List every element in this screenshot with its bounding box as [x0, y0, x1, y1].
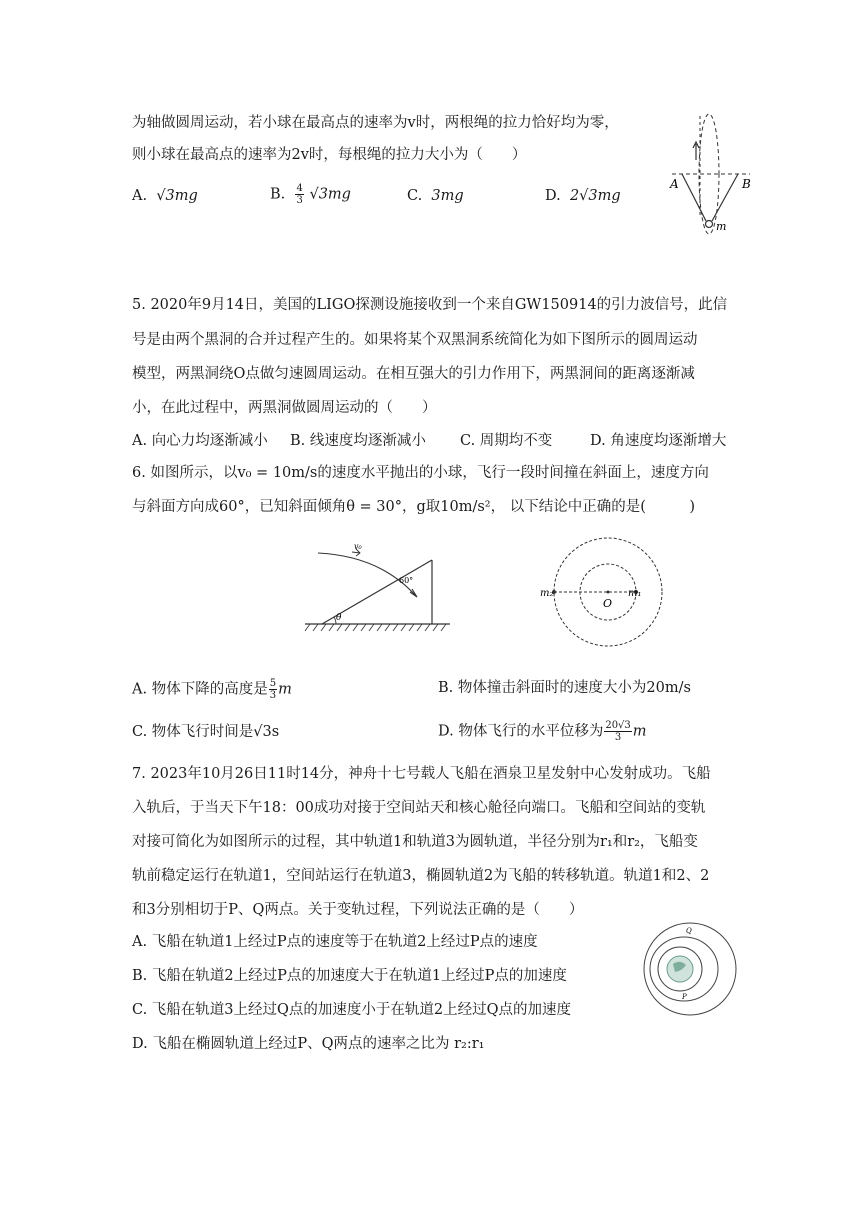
label-m: m: [716, 220, 727, 233]
fraction: $\frac{5}{3}$: [269, 678, 277, 701]
q7-option-b: B. 飞船在轨道2上经过P点的加速度大于在轨道1上经过P点的加速度: [132, 968, 567, 984]
q6-line-1: 6. 如图所示，以v₀ = 10m/s的速度水平抛出的小球，飞行一段时间撞在斜面上，速度方向: [132, 465, 709, 481]
q7-option-a: A. 飞船在轨道1上经过P点的速度等于在轨道2上经过P点的速度: [132, 934, 538, 950]
q5-option-a: A. 向心力均逐渐减小: [132, 433, 268, 449]
arrow-up-icon: [693, 142, 699, 160]
v0-label: v₀: [354, 542, 362, 551]
q5-line-2: 号是由两个黑洞的合并过程产生的。如果将某个双黑洞系统简化为如下图所示的圆周运动: [132, 332, 698, 348]
q4-option-a: A. √3mg: [132, 188, 198, 204]
q6-incline-figure: [300, 540, 455, 635]
fraction: $\frac{20√3}{3}$: [605, 720, 631, 743]
label-a: A: [670, 177, 679, 191]
q-label: Q: [686, 927, 692, 935]
q5-line-1: 5. 2020年9月14日，美国的LIGO探测设施接收到一个来自GW150914的引力波信号，此信: [132, 297, 728, 313]
q4-figure: [660, 108, 760, 233]
q7-line-1: 7. 2023年10月26日11时14分，神舟十七号载人飞船在酒泉卫星发射中心发射成功。飞船: [132, 766, 711, 782]
q7-option-d: D. 飞船在椭圆轨道上经过P、Q两点的速率之比为 r₂:r₁: [132, 1036, 485, 1052]
label-b: B: [742, 177, 751, 191]
fraction: $\frac{4}{3}$: [296, 183, 303, 206]
q4-option-c: C. 3mg: [407, 188, 464, 204]
p-label: P: [682, 993, 687, 1001]
q5-option-c: C. 周期均不变: [460, 433, 553, 449]
q7-option-c: C. 飞船在轨道3上经过Q点的加速度小于在轨道2上经过Q点的加速度: [132, 1002, 572, 1018]
string-b: [712, 174, 738, 221]
center-dot: [607, 591, 610, 594]
q5-option-b: B. 线速度均逐渐减小: [290, 433, 426, 449]
orbit-figure: [640, 925, 740, 1007]
trajectory: [318, 553, 416, 596]
q6-option-b: B. 物体撞击斜面时的速度大小为20m/s: [438, 680, 691, 696]
q7-line-5: 和3分别相切于P、Q两点。关于变轨过程，下列说法正确的是（ ）: [132, 902, 584, 918]
q4-line-2: 则小球在最高点的速率为2v时，每根绳的拉力大小为（ ）: [132, 147, 527, 163]
binary-figure: [540, 535, 680, 647]
q6-line-2: 与斜面方向成60°，已知斜面倾角θ = 30°，g取10m/s²， 以下结论中正确的是( ): [132, 499, 696, 515]
q6-option-a: A. 物体下降的高度是 $\frac{5}{3}$ m: [132, 678, 292, 701]
ball: [706, 221, 713, 228]
string-a: [682, 174, 706, 221]
q7-line-3: 对接可简化为如图所示的过程，其中轨道1和轨道3为圆轨道，半径分别为r₁和r₂，飞船变: [132, 834, 698, 850]
q6-option-c: C. 物体飞行时间是√3s: [132, 724, 280, 740]
q6-option-d: D. 物体飞行的水平位移为 $\frac{20√3}{3}$ m: [438, 720, 647, 743]
q7-line-2: 入轨后，于当天下午18：00成功对接于空间站天和核心舱径向端口。飞船和空间站的变轨: [132, 800, 706, 816]
q4-option-d: D. 2√3mg: [545, 188, 621, 204]
ground-hatch: [305, 624, 446, 631]
q5-option-d: D. 角速度均逐渐增大: [590, 433, 727, 449]
m2-label: m₂: [540, 588, 554, 599]
q5-line-4: 小，在此过程中，两黑洞做圆周运动的（ ）: [132, 400, 437, 416]
q7-line-4: 轨前稳定运行在轨道1，空间站运行在轨道3，椭圆轨道2为飞船的转移轨道。轨道1和2、2: [132, 868, 710, 884]
m1-label: m₁: [628, 588, 642, 599]
q4-option-b: B. $\frac{4}{3}$ √3mg: [270, 183, 351, 206]
o-label: O: [603, 597, 613, 610]
angle-60-label: 60°: [399, 576, 414, 585]
theta-label: θ: [336, 613, 342, 623]
q5-line-3: 模型，两黑洞绕O点做匀速圆周运动。在相互强大的引力作用下，两黑洞间的距离逐渐减: [132, 366, 695, 382]
q4-line-1: 为轴做圆周运动，若小球在最高点的速率为v时，两根绳的拉力恰好均为零，: [132, 115, 619, 131]
